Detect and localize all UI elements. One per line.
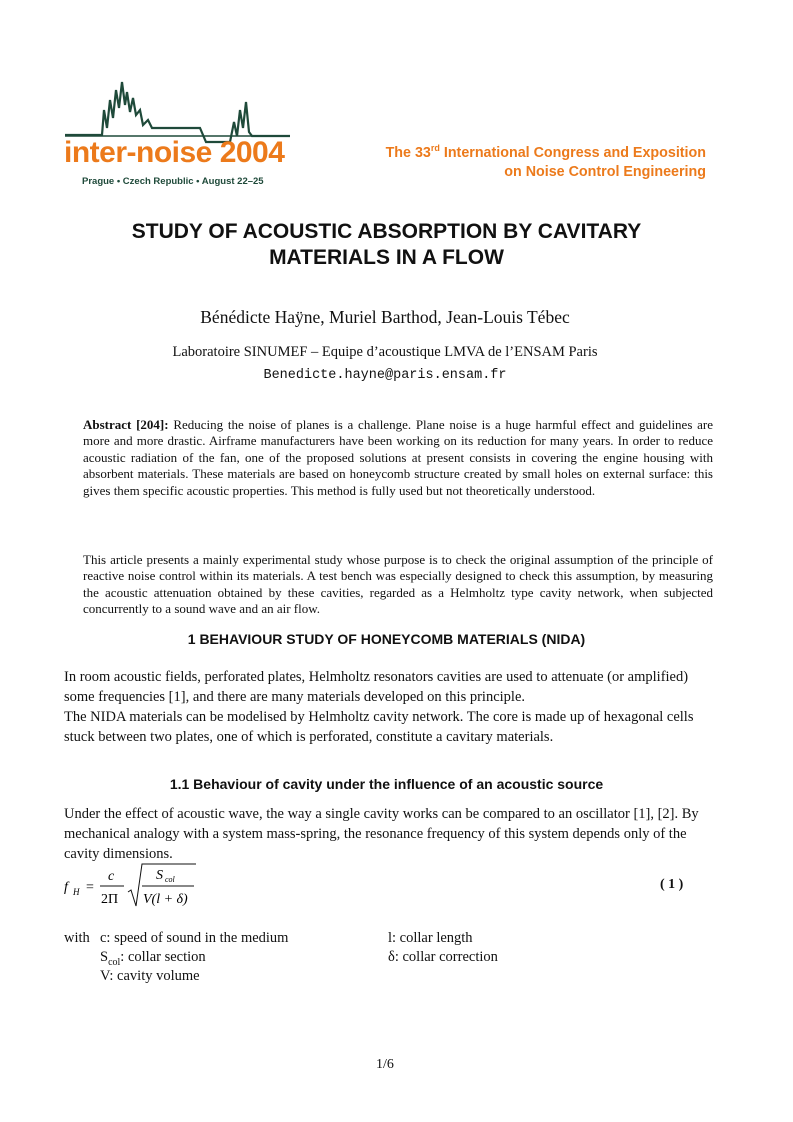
helmholtz-equation [64, 862, 204, 912]
eq-numerator: c [108, 869, 115, 884]
intro-paragraph: This article presents a mainly experimental study whose purpose is to check the original assumption of the principle of reactive noise control within its materials. A test bench was especially designed to check this assumption, by measuring the acoustic attenuation obtained by these cavities, regarded as a Helmholtz type cavity network, when subjected concurrently to a sound wave and an air flow. [83, 552, 713, 617]
eq-root-numerator: S [156, 868, 163, 883]
def-l: l: collar length [388, 930, 473, 946]
congress-line-2: on Noise Control Engineering [504, 164, 706, 180]
eq-lhs: f [64, 880, 68, 895]
page-number: 1/6 [376, 1057, 394, 1072]
congress-line-1: The 33rd International Congress and Exposition [385, 143, 706, 161]
section-1-1-paragraph: Under the effect of acoustic wave, the way a single cavity works can be compared to an oscillator [1], [2]. By mechanical analogy with a system mass-spring, the resonance frequency of this system depends only of the cavity dimensions. [64, 806, 699, 862]
def-scol: $S_{col}$: collar section [100, 949, 206, 968]
def-delta: δ: collar correction [388, 949, 498, 965]
section-heading-1: 1 BEHAVIOUR STUDY OF HONEYCOMB MATERIALS (NIDA) [187, 631, 586, 647]
logo-wordmark: inter-noise 2004 [64, 136, 285, 169]
eq-denominator: 2Π [101, 892, 119, 907]
logo-subtitle: Prague • Czech Republic • August 22–25 [82, 176, 264, 187]
congress-header [386, 139, 706, 182]
author-email[interactable]: Benedicte.hayne@paris.ensam.fr [263, 368, 507, 383]
section-1-paragraph-2: The NIDA materials can be modelised by Helmholtz cavity network. The core is made up of hexagonal cells stuck between two plates, one of which is perforated, constitute a cavitary materials. [64, 709, 694, 745]
eq-root-numerator-sub: col [165, 875, 175, 884]
section-heading-1-1: 1.1 Behaviour of cavity under the influence of an acoustic source [169, 776, 604, 792]
def-c: c: speed of sound in the medium [100, 930, 289, 946]
eq-root-denominator: V(l + δ) [143, 892, 188, 907]
authors: Bénédicte Haÿne, Muriel Barthod, Jean-Louis Tébec [200, 307, 570, 327]
abstract-label: Abstract [204]: [83, 417, 169, 432]
affiliation: Laboratoire SINUMEF – Equipe d’acoustique LMVA de l’ENSAM Paris [172, 344, 598, 360]
section-1-paragraph-1: In room acoustic fields, perforated plates, Helmholtz resonators cavities are used to attenuate (or amplified) some frequencies [1], and there are many materials developed on this principle. [64, 669, 689, 705]
defs-with: with [64, 930, 90, 946]
equation-number: ( 1 ) [660, 877, 684, 892]
paper-title: STUDY OF ACOUSTIC ABSORPTION BY CAVITARY MATERIALS IN A FLOW [131, 220, 642, 269]
abstract [83, 417, 713, 499]
eq-equals: = [86, 880, 94, 895]
abstract-text: Reducing the noise of planes is a challenge. Plane noise is a huge harmful effect and guidelines are more and more drastic. Airframe manufacturers have been working on its reduction for many years. In order to reduce acoustic radiation of the fan, one of the proposed solutions at present consists in covering the engine housing with absorbent materials. These materials are based on honeycomb structure created by small holes on external surface: this gives them specific acoustic properties. This method is fully used but not theoretically understood. [83, 417, 713, 498]
section-1-body [64, 667, 714, 747]
def-v: V: cavity volume [100, 968, 200, 984]
eq-lhs-sub: H [73, 887, 80, 897]
